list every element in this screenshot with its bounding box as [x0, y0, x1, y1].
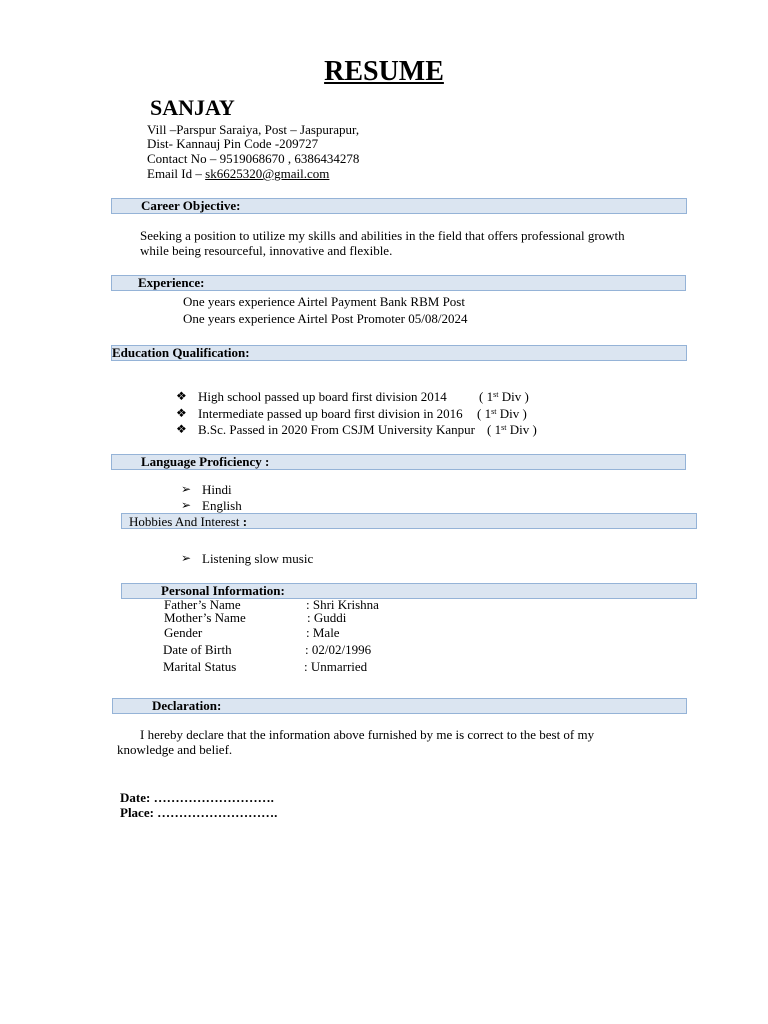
- career-objective-line-2: while being resourceful, innovative and flexible.: [140, 243, 393, 258]
- personal-value: : Shri Krishna: [306, 597, 379, 612]
- personal-info-heading: Personal Information:: [161, 583, 285, 598]
- resume-title: RESUME: [324, 56, 444, 87]
- education-heading: Education Qualification:: [112, 345, 250, 360]
- personal-label: Date of Birth: [163, 642, 232, 657]
- personal-label: Mother’s Name: [164, 610, 246, 625]
- hobbies-heading: Hobbies And Interest :: [129, 514, 248, 529]
- contact-number: Contact No – 9519068670 , 6386434278: [147, 151, 360, 166]
- diamond-bullet-icon: ❖: [176, 389, 187, 403]
- experience-item: One years experience Airtel Post Promoter 05/08/2024: [183, 311, 468, 326]
- language-item: Hindi: [202, 482, 232, 497]
- personal-value: : Guddi: [307, 610, 347, 625]
- education-division: ( 1st Div ): [479, 389, 529, 404]
- language-heading: Language Proficiency :: [141, 454, 270, 469]
- email-line: [147, 166, 329, 181]
- address-line-1: Vill –Parspur Saraiya, Post – Jaspurapur,: [147, 122, 360, 137]
- email-label: Email Id –: [147, 166, 206, 181]
- personal-value: : 02/02/1996: [305, 642, 372, 657]
- hobby-item: Listening slow music: [202, 551, 314, 566]
- date-field: Date: ……………………….: [120, 790, 274, 805]
- education-division: ( 1st Div ): [477, 406, 527, 421]
- personal-label: Father’s Name: [164, 597, 241, 612]
- experience-item: One years experience Airtel Payment Bank RBM Post: [183, 294, 465, 309]
- declaration-heading: Declaration:: [152, 698, 222, 713]
- address-line-2: Dist- Kannauj Pin Code -209727: [147, 136, 319, 151]
- education-item: High school passed up board first division 2014: [198, 389, 447, 404]
- diamond-bullet-icon: ❖: [176, 422, 187, 436]
- diamond-bullet-icon: ❖: [176, 406, 187, 420]
- education-item: B.Sc. Passed in 2020 From CSJM University Kanpur: [198, 422, 475, 437]
- personal-value: : Male: [306, 625, 340, 640]
- personal-label: Marital Status: [163, 659, 237, 674]
- education-item: Intermediate passed up board first division in 2016: [198, 406, 463, 421]
- place-field: Place: ……………………….: [120, 805, 278, 820]
- career-objective-heading: Career Objective:: [141, 198, 241, 213]
- email-link[interactable]: sk6625320@gmail.com: [205, 166, 330, 181]
- arrow-bullet-icon: ➢: [181, 498, 192, 512]
- personal-label: Gender: [164, 625, 203, 640]
- arrow-bullet-icon: ➢: [181, 551, 192, 565]
- experience-heading: Experience:: [138, 275, 205, 290]
- arrow-bullet-icon: ➢: [181, 482, 192, 496]
- language-item: English: [202, 498, 242, 513]
- declaration-line-2: knowledge and belief.: [117, 742, 233, 757]
- candidate-name: SANJAY: [150, 95, 235, 120]
- education-division: ( 1st Div ): [487, 422, 537, 437]
- career-objective-line-1: Seeking a position to utilize my skills and abilities in the field that offers professional growth: [140, 228, 625, 243]
- personal-value: : Unmarried: [304, 659, 368, 674]
- declaration-line-1: I hereby declare that the information above furnished by me is correct to the best of my: [140, 727, 595, 742]
